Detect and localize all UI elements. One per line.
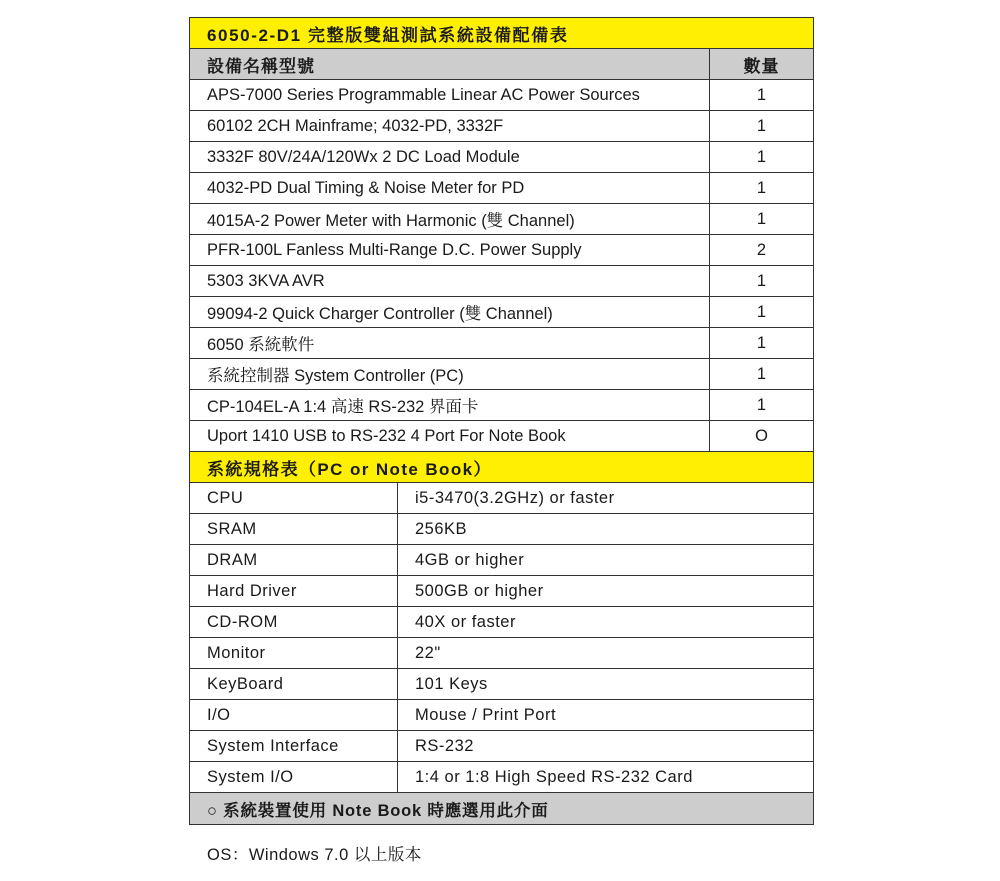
equipment-row xyxy=(190,266,813,297)
spec-key: I/O xyxy=(190,700,398,730)
equipment-row xyxy=(190,142,813,173)
spec-row xyxy=(190,731,813,762)
spec-value: i5-3470(3.2GHz) or faster xyxy=(415,488,615,507)
equipment-qty: 1 xyxy=(709,142,813,172)
equipment-qty-header: 數量 xyxy=(709,49,813,79)
spec-value: 40X or faster xyxy=(415,612,516,631)
spec-row xyxy=(190,545,813,576)
equipment-qty: 1 xyxy=(709,328,813,358)
spec-key: Hard Driver xyxy=(190,576,398,606)
equipment-header-row xyxy=(190,49,813,80)
spec-key: Monitor xyxy=(190,638,398,668)
equipment-name: Uport 1410 USB to RS-232 4 Port For Note Book xyxy=(207,426,566,445)
equipment-qty: 1 xyxy=(709,266,813,296)
spec-row xyxy=(190,483,813,514)
spec-key: System Interface xyxy=(190,731,398,761)
equipment-qty: 1 xyxy=(709,297,813,327)
spec-key: CD-ROM xyxy=(190,607,398,637)
equipment-row xyxy=(190,111,813,142)
spec-value: 4GB or higher xyxy=(415,550,525,569)
equipment-name: 99094-2 Quick Charger Controller (雙 Channel) xyxy=(207,305,553,323)
spec-value: RS-232 xyxy=(415,736,474,755)
spec-row xyxy=(190,669,813,700)
spec-row xyxy=(190,607,813,638)
spec-row xyxy=(190,762,813,793)
equipment-qty: 2 xyxy=(709,235,813,265)
equipment-table xyxy=(189,17,814,825)
equipment-row xyxy=(190,328,813,359)
equipment-row xyxy=(190,359,813,390)
spec-key: DRAM xyxy=(190,545,398,575)
equipment-qty: 1 xyxy=(709,80,813,110)
spec-value: 101 Keys xyxy=(415,674,488,693)
equipment-name: 3332F 80V/24A/120Wx 2 DC Load Module xyxy=(207,147,520,166)
equipment-qty: 1 xyxy=(709,173,813,203)
spec-note: ○ 系統裝置使用 Note Book 時應選用此介面 xyxy=(207,801,549,820)
equipment-row xyxy=(190,390,813,421)
equipment-row xyxy=(190,204,813,235)
spec-header-row xyxy=(190,452,813,483)
equipment-qty: 1 xyxy=(709,359,813,389)
equipment-name-header: 設備名稱型號 xyxy=(207,56,315,76)
spec-value: 500GB or higher xyxy=(415,581,544,600)
equipment-qty: 1 xyxy=(709,390,813,420)
equipment-row xyxy=(190,80,813,111)
equipment-qty: 1 xyxy=(709,111,813,141)
spec-key: System I/O xyxy=(190,762,398,792)
spec-row xyxy=(190,576,813,607)
equipment-qty: O xyxy=(709,421,813,451)
equipment-name: 60102 2CH Mainframe; 4032-PD, 3332F xyxy=(207,116,504,135)
equipment-row xyxy=(190,297,813,328)
spec-row xyxy=(190,638,813,669)
equipment-qty: 1 xyxy=(709,204,813,234)
equipment-row xyxy=(190,173,813,204)
spec-row xyxy=(190,514,813,545)
spec-value: 1:4 or 1:8 High Speed RS-232 Card xyxy=(415,767,693,786)
equipment-name: 4015A-2 Power Meter with Harmonic (雙 Channel) xyxy=(207,212,575,230)
spec-note-row xyxy=(190,793,813,824)
equipment-name: 4032-PD Dual Timing & Noise Meter for PD xyxy=(207,178,525,197)
spec-row xyxy=(190,700,813,731)
equipment-name: 6050 系統軟件 xyxy=(207,336,315,354)
equipment-name: CP-104EL-A 1:4 高速 RS-232 界面卡 xyxy=(207,398,479,416)
equipment-row xyxy=(190,235,813,266)
equipment-name: PFR-100L Fanless Multi-Range D.C. Power Supply xyxy=(207,240,582,259)
table-title: 6050-2-D1 完整版雙組測試系統設備配備表 xyxy=(207,25,569,45)
spec-key: SRAM xyxy=(190,514,398,544)
equipment-name: 5303 3KVA AVR xyxy=(207,271,325,290)
os-requirement-note: OS：Windows 7.0 以上版本 xyxy=(207,846,422,864)
equipment-name: 系統控制器 System Controller (PC) xyxy=(207,367,464,385)
spec-value: 22" xyxy=(415,643,441,662)
spec-value: Mouse / Print Port xyxy=(415,705,557,724)
spec-key: KeyBoard xyxy=(190,669,398,699)
spec-header: 系統規格表（PC or Note Book） xyxy=(207,459,492,479)
table-title-row xyxy=(190,18,813,49)
spec-key: CPU xyxy=(190,483,398,513)
spec-value: 256KB xyxy=(415,519,468,538)
equipment-row xyxy=(190,421,813,452)
equipment-name: APS-7000 Series Programmable Linear AC Power Sources xyxy=(207,85,640,104)
